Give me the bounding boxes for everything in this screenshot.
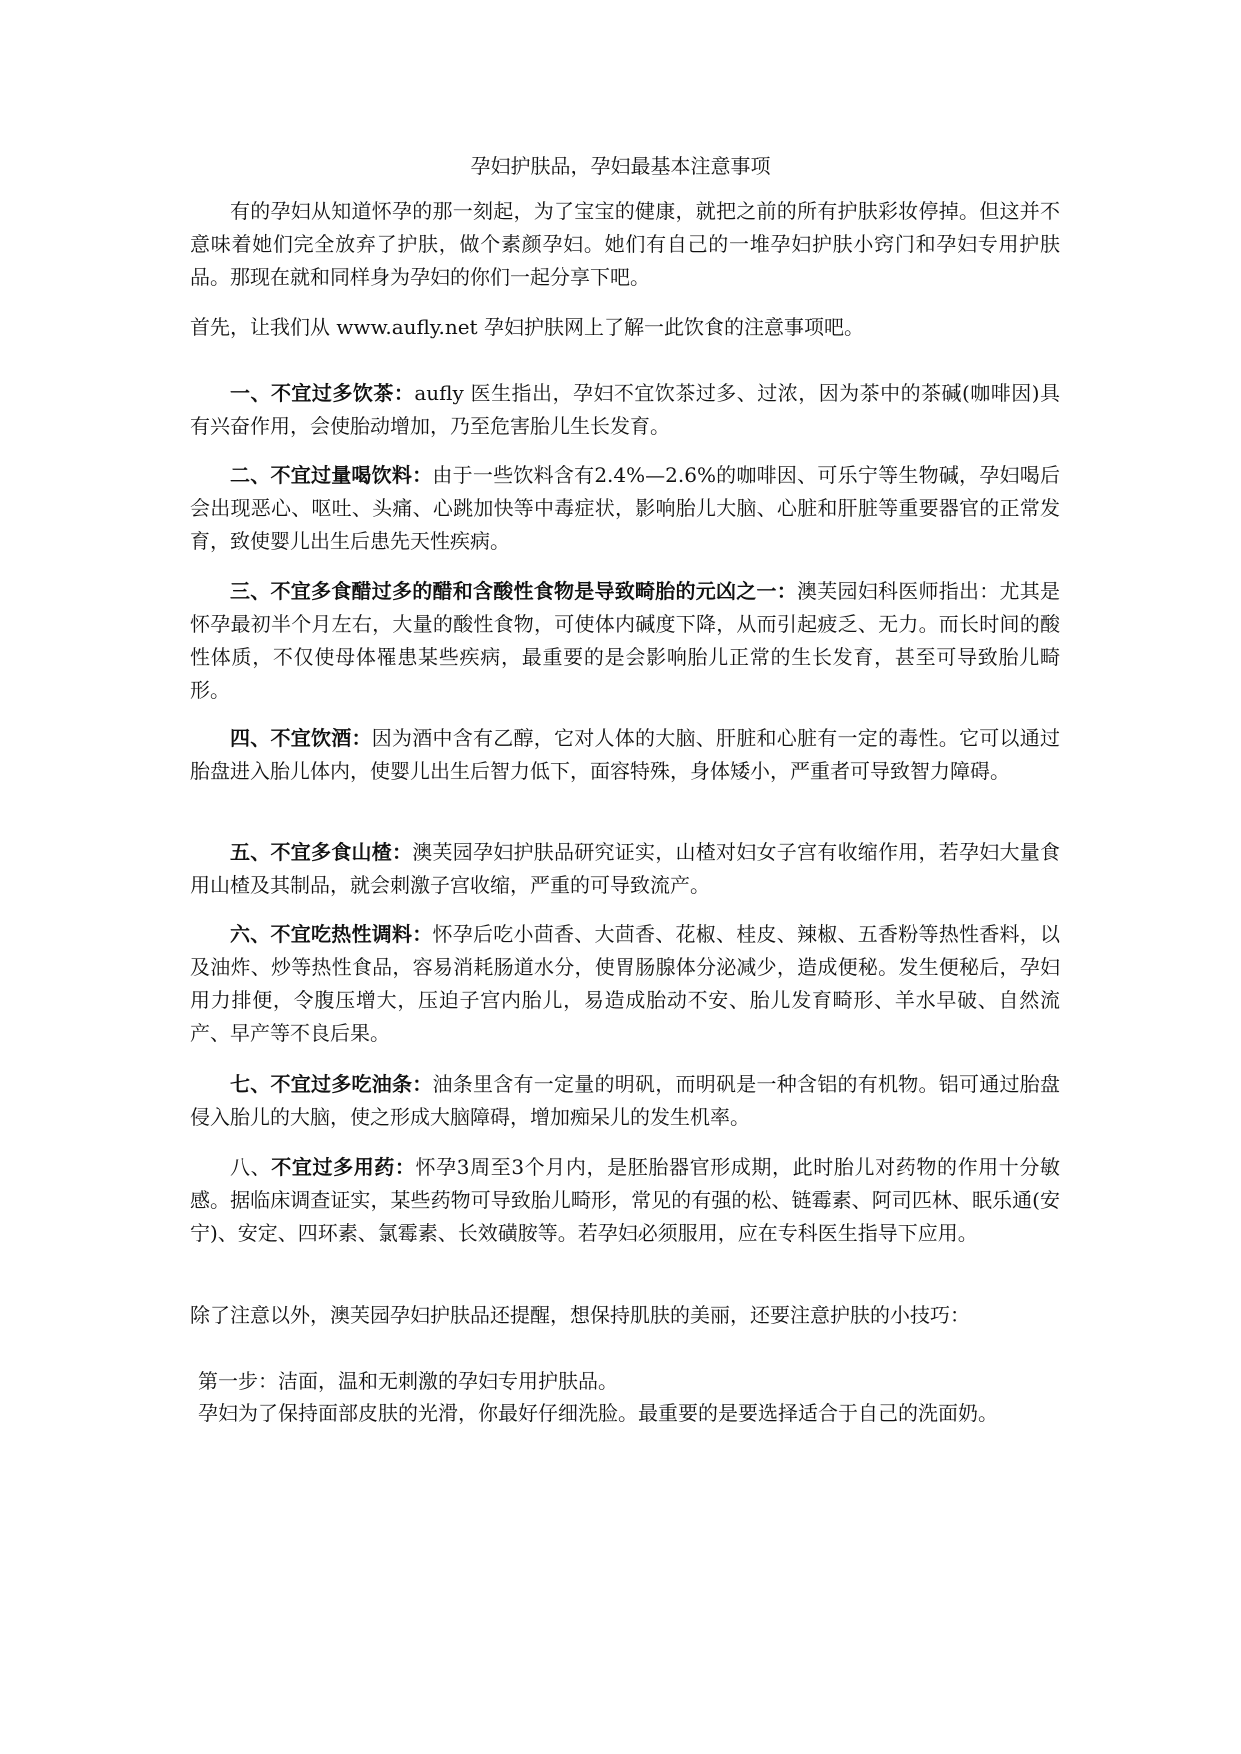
- item-3-paragraph: [190, 575, 1060, 707]
- item-7-heading: 七、不宜过多吃油条: [230, 1072, 413, 1096]
- closing-paragraph: 除了注意以外，澳芙园孕妇护肤品还提醒，想保持肌肤的美丽，还要注意护肤的小技巧：: [190, 1303, 970, 1327]
- item-8-text: 怀孕3周至3个月内，是胚胎器官形成期，此时胎儿对药物的作用十分敏感。据临床调查证实，某些药物可导致胎儿畸形，常见的有强的松、链霉素、阿司匹林、眠乐通(安宁)、安定、四环素、氯霉素、长效磺胺等。若孕妇必须服用，应在专科医生指导下应用。: [190, 1155, 1061, 1245]
- item-7-sep: ：: [412, 1072, 433, 1096]
- item-4-sep: ：: [351, 726, 372, 750]
- item-5-sep: ：: [392, 840, 413, 864]
- item-5-paragraph: [190, 836, 1060, 902]
- step-1-heading: 第一步：洁面，温和无刺激的孕妇专用护肤品。: [198, 1369, 618, 1393]
- item-6-text: 怀孕后吃小茴香、大茴香、花椒、桂皮、辣椒、五香粉等热性香料，以及油炸、炒等热性食品，容易消耗肠道水分，使胃肠腺体分泌减少，造成便秘。发生便秘后，孕妇用力排便，令腹压增大，压迫子宫内胎儿，易造成胎动不安、胎儿发育畸形、羊水早破、自然流产、早产等不良后果。: [190, 922, 1060, 1045]
- item-8-paragraph: [190, 1151, 1060, 1250]
- item-1-heading: 一、不宜过多饮茶: [230, 381, 394, 405]
- item-6-heading: 六、不宜吃热性调料: [230, 922, 413, 946]
- item-7-paragraph: [190, 1068, 1060, 1134]
- item-4-paragraph: [190, 722, 1060, 788]
- item-3-heading: 三、不宜多食醋过多的醋和含酸性食物是导致畸胎的元凶之一: [230, 579, 777, 603]
- item-1-text: aufly 医生指出，孕妇不宜饮茶过多、过浓，因为茶中的茶碱(咖啡因)具有兴奋作用，会使胎动增加，乃至危害胎儿生长发育。: [190, 381, 1061, 438]
- item-4-text: 因为酒中含有乙醇，它对人体的大脑、肝脏和心脏有一定的毒性。它可以通过胎盘进入胎儿体内，使婴儿出生后智力低下，面容特殊，身体矮小，严重者可导致智力障碍。: [190, 726, 1060, 783]
- item-4-heading: 四、不宜饮酒: [230, 726, 352, 750]
- item-6-paragraph: [190, 918, 1060, 1050]
- item-8-sep: ：: [394, 1155, 416, 1179]
- document-title: 孕妇护肤品，孕妇最基本注意事项: [470, 154, 771, 178]
- item-1-sep: ：: [393, 381, 415, 405]
- item-2-text: 由于一些饮料含有2.4%—2.6%的咖啡因、可乐宁等生物碱，孕妇喝后会出现恶心、呕吐、头痛、心跳加快等中毒症状，影响胎儿大脑、心脏和肝脏等重要器官的正常发育，致使婴儿出生后患先天性疾病。: [190, 463, 1061, 553]
- step-1-text: 孕妇为了保持面部皮肤的光滑，你最好仔细洗脸。最重要的是要选择适合于自己的洗面奶。: [198, 1401, 998, 1425]
- item-2-heading: 二、不宜过量喝饮料: [230, 463, 413, 487]
- item-8-prefix: 八、: [230, 1155, 272, 1179]
- item-5-text: 澳芙园孕妇护肤品研究证实，山楂对妇女子宫有收缩作用，若孕妇大量食用山楂及其制品，就会刺激子宫收缩，严重的可导致流产。: [190, 840, 1060, 897]
- item-1-paragraph: [190, 377, 1060, 443]
- lead-paragraph: 首先，让我们从 www.aufly.net 孕妇护肤网上了解一此饮食的注意事项吧。: [190, 315, 864, 339]
- item-2-paragraph: [190, 459, 1060, 558]
- item-2-sep: ：: [412, 463, 433, 487]
- intro-paragraph: 有的孕妇从知道怀孕的那一刻起，为了宝宝的健康，就把之前的所有护肤彩妆停掉。但这并不意味着她们完全放弃了护肤，做个素颜孕妇。她们有自己的一堆孕妇护肤小窍门和孕妇专用护肤品。那现在就和同样身为孕妇的你们一起分享下吧。: [190, 199, 1060, 289]
- item-6-sep: ：: [412, 922, 433, 946]
- item-3-sep: ：: [776, 579, 797, 603]
- item-7-text: 油条里含有一定量的明矾，而明矾是一种含铝的有机物。铝可通过胎盘侵入胎儿的大脑，使之形成大脑障碍，增加痴呆儿的发生机率。: [190, 1072, 1060, 1129]
- item-8-heading: 不宜过多用药: [271, 1155, 395, 1179]
- item-3-text: 澳芙园妇科医师指出：尤其是怀孕最初半个月左右，大量的酸性食物，可使体内碱度下降，从而引起疲乏、无力。而长时间的酸性体质，不仅使母体罹患某些疾病，最重要的是会影响胎儿正常的生长发育，甚至可导致胎儿畸形。: [190, 579, 1060, 702]
- item-5-heading: 五、不宜多食山楂: [230, 840, 392, 864]
